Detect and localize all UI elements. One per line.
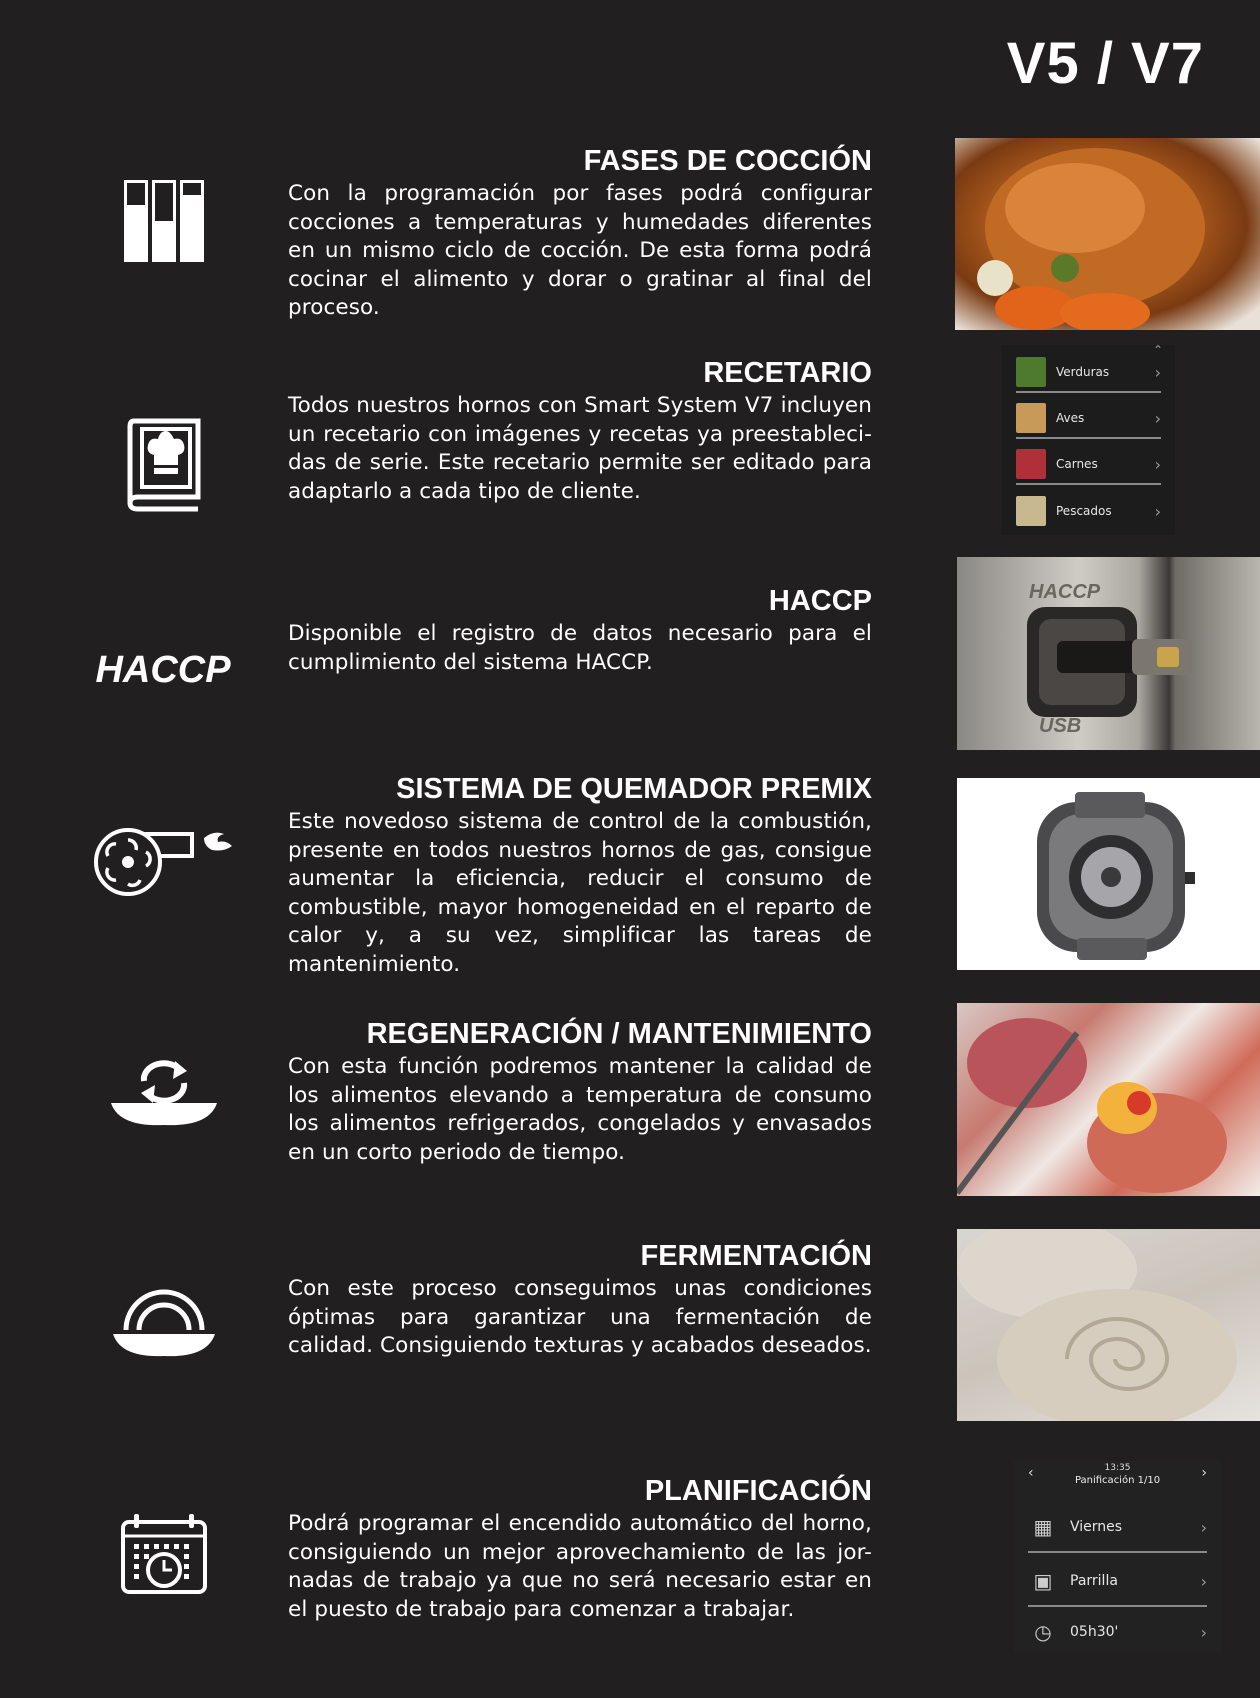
section-body: Con este proceso conseguimos unas condiciones óptimas para garantizar una fermentación de calidad. Consiguiendo texturas y acabados deseados. <box>288 1276 872 1358</box>
cooking-phases-icon <box>94 178 234 263</box>
chevron-right-icon: › <box>1154 362 1161 382</box>
haccp-icon: HACCP <box>95 648 231 691</box>
chevron-right-icon: › <box>1200 1622 1207 1642</box>
fermentation-icon <box>94 1285 234 1361</box>
list-item[interactable]: Verduras › <box>1016 353 1161 393</box>
section-heading: FASES DE COCCIÓN <box>583 145 872 177</box>
section-heading: FERMENTACIÓN <box>640 1240 872 1272</box>
chevron-right-icon: › <box>1154 454 1161 474</box>
section-body: Con esta función podremos mantener la calidad de los alimentos elevando a temperatura de consumo los alimentos refrigerados, congelados y envasados en un corto periodo de tiempo. <box>288 1054 872 1165</box>
list-item[interactable]: Pescados › <box>1016 491 1161 531</box>
burner-photo <box>957 778 1260 970</box>
section-body: Con la programación por fases podrá configurar cocciones a temperaturas y humedades diferentes en un mismo ciclo de cocción. De esta forma podrá cocinar el alimento y dorar o gratinar al final del proceso. <box>288 181 872 320</box>
chevron-right-icon[interactable]: › <box>1201 1465 1207 1481</box>
chevron-right-icon: › <box>1200 1517 1207 1537</box>
vegetables-thumb <box>1016 357 1046 387</box>
recipe-book-icon: ▣ <box>1033 1569 1053 1593</box>
burner-icon <box>90 820 240 900</box>
section-body: Podrá programar el encendido automático del horno, consiguiendo un mejor aprovechamiento de las jor-nadas de trabajo ya que no será necesario estar en el puesto de trabajo para comenzar a trabajar. <box>288 1511 872 1622</box>
poultry-thumb <box>1016 403 1046 433</box>
list-item[interactable]: ▦ Viernes › <box>1028 1503 1207 1553</box>
section-heading: SISTEMA DE QUEMADOR PREMIX <box>396 773 872 805</box>
section-heading: HACCP <box>768 585 872 617</box>
list-item[interactable]: ◷ 05h30' › <box>1028 1611 1207 1653</box>
dough-photo <box>957 1229 1260 1421</box>
section-heading: PLANIFICACIÓN <box>644 1475 872 1507</box>
section-body: Disponible el registro de datos necesario para el cumplimiento del sistema HACCP. <box>288 621 872 675</box>
section-body: Todos nuestros hornos con Smart System V7 incluyen un recetario con imágenes y recetas ya preestableci-das de serie. Este recetario permite ser editado para adaptarlo a cada tipo de cliente. <box>288 393 872 504</box>
recipe-book-icon <box>94 415 234 515</box>
list-item[interactable]: ▣ Parrilla › <box>1028 1557 1207 1607</box>
usb-label: USB <box>1039 715 1082 737</box>
list-item[interactable]: Aves › <box>1016 399 1161 439</box>
chevron-right-icon: › <box>1200 1571 1207 1591</box>
regeneration-icon <box>94 1052 234 1128</box>
section-heading: REGENERACIÓN / MANTENIMIENTO <box>366 1018 872 1050</box>
usb-port-photo <box>957 557 1260 750</box>
haccp-label: HACCP <box>1029 581 1101 603</box>
chevron-right-icon: › <box>1154 408 1161 428</box>
section-heading: RECETARIO <box>703 357 872 389</box>
meat-thumb <box>1016 449 1046 479</box>
screen-time: 13:35 <box>1104 1463 1131 1473</box>
chevron-up-icon: ⌃ <box>1152 343 1163 357</box>
page-title: V5 / V7 <box>1006 31 1204 96</box>
timer-icon: ◷ <box>1034 1620 1052 1644</box>
planning-screen <box>1014 1461 1221 1653</box>
roast-chicken-photo <box>955 138 1260 330</box>
section-body: Este novedoso sistema de control de la combustión, presente en todos nuestros hornos de gas, consigue aumentar la eficiencia, reducir el consumo de combustible, mayor homogeneidad en el reparto de calor y, a su vez, simplificar las tareas de mantenimiento. <box>288 809 872 977</box>
chevron-right-icon: › <box>1154 501 1161 521</box>
recipe-screen <box>1002 345 1175 535</box>
food-regeneration-photo <box>957 1003 1260 1196</box>
screen-title: Panificación 1/10 <box>1074 1475 1161 1486</box>
fish-thumb <box>1016 496 1046 526</box>
chevron-left-icon[interactable]: ‹ <box>1028 1465 1034 1481</box>
calendar-icon: ▦ <box>1033 1515 1053 1539</box>
calendar-icon <box>94 1508 234 1600</box>
list-item[interactable]: Carnes › <box>1016 445 1161 485</box>
